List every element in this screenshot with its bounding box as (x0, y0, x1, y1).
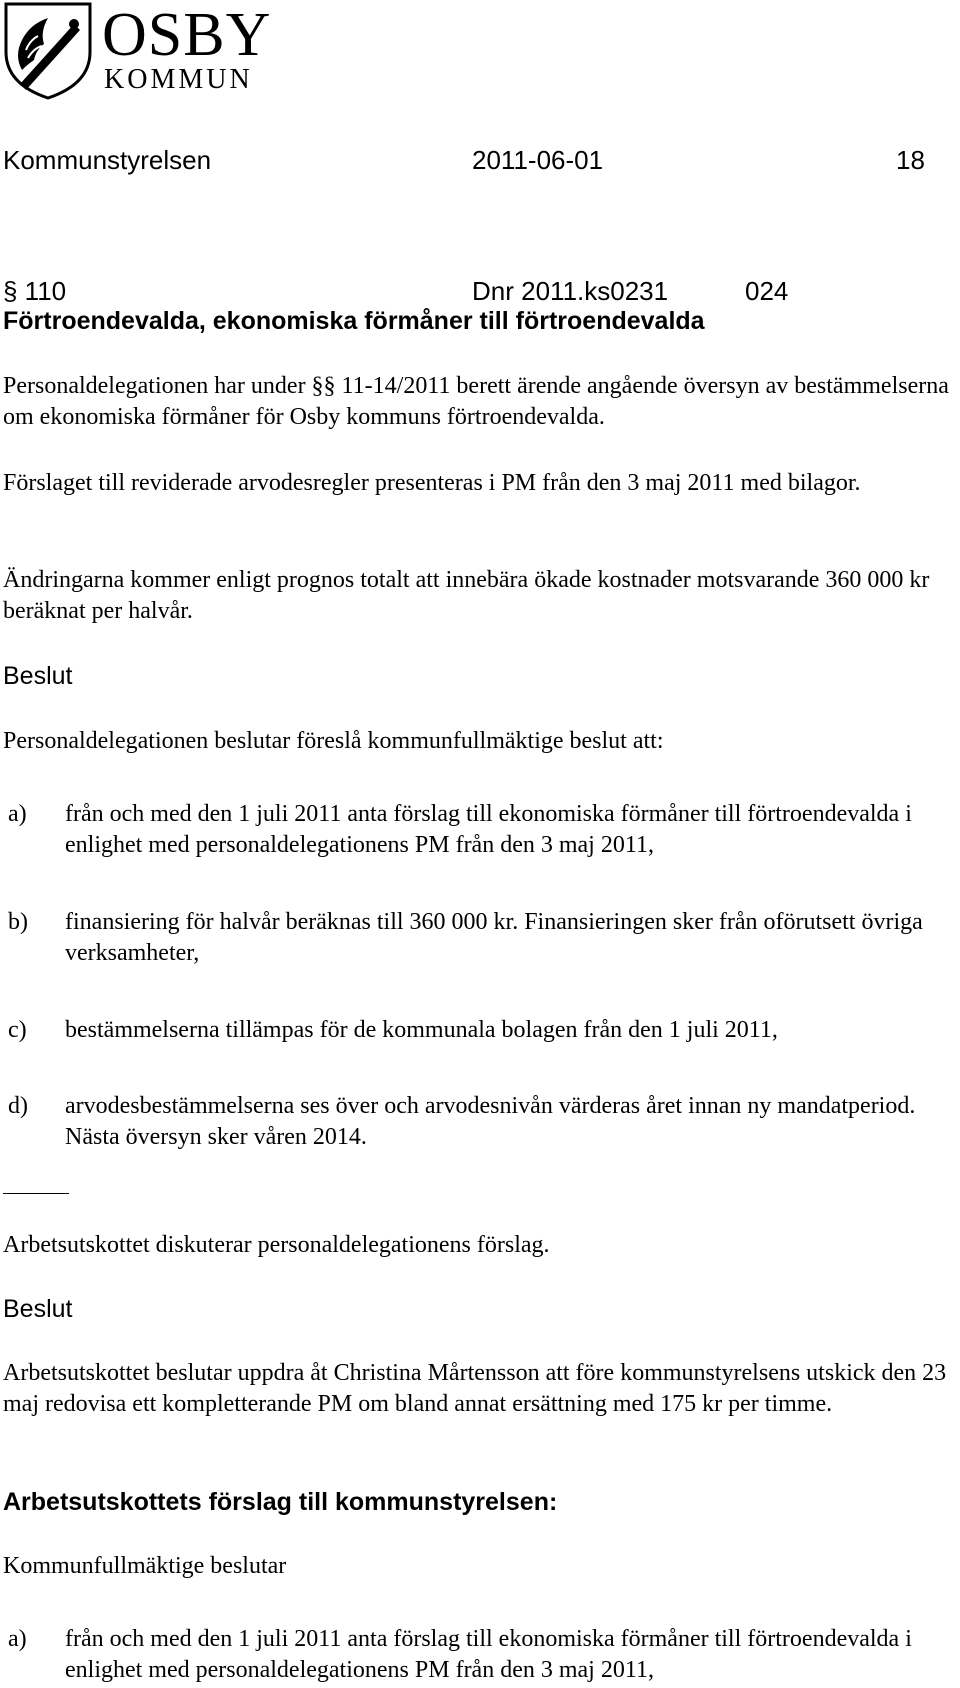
beslut2-text: Arbetsutskottet beslutar uppdra åt Christina Mårtensson att före kommunstyrelsens utskick den 23 maj redovisa ett kompletterande PM om bland annat ersättning med 175 kr per timme. (3, 1360, 947, 1417)
proposal-lead: Kommunfullmäktige beslutar (3, 1553, 287, 1579)
beslut-heading-2: Beslut (3, 1295, 73, 1323)
list-item-label: a) (8, 1626, 27, 1652)
intro-paragraph-2: Förslaget till reviderade arvodesregler presenteras i PM från den 3 maj 2011 med bilagor. (3, 470, 861, 496)
list-item (0, 799, 960, 863)
proposal-heading: Arbetsutskottets förslag till kommunstyrelsen: (3, 1488, 558, 1516)
list-item-text: bestämmelserna tillämpas för de kommunala bolagen från den 1 juli 2011, (65, 1017, 778, 1043)
coat-of-arms-icon (0, 0, 96, 100)
list-item-label: c) (8, 1017, 27, 1043)
page-number: 18 (896, 145, 925, 175)
list-item-label: b) (8, 909, 28, 935)
list-item (0, 907, 960, 971)
list-item (0, 1015, 960, 1047)
list-item (0, 1091, 960, 1155)
list-item-label: a) (8, 801, 27, 827)
case-dnr: Dnr 2011.ks0231 (472, 276, 669, 306)
header-date: 2011-06-01 (472, 145, 604, 175)
separator-line (3, 1193, 69, 1194)
discussion-text: Arbetsutskottet diskuterar personaldelegationens förslag. (3, 1232, 550, 1258)
list-item-text: finansiering för halvår beräknas till 360 000 kr. Finansieringen sker från oförutsett övriga verksamheter, (65, 909, 923, 966)
beslut-lead: Personaldelegationen beslutar föreslå kommunfullmäktige beslut att: (3, 728, 664, 754)
section-number: § 110 (3, 276, 67, 306)
osby-kommun-logo (0, 0, 290, 100)
logo-wordmark: OSBY (102, 1, 272, 69)
beslut-heading-1: Beslut (3, 662, 73, 690)
case-title: Förtroendevalda, ekonomiska förmåner till förtroendevalda (3, 307, 705, 335)
list-item (0, 1624, 960, 1688)
intro-paragraph-1: Personaldelegationen har under §§ 11-14/2011 berett ärende angående översyn av bestämmelserna om ekonomiska förmåner för Osby kommuns förtroendevalda. (3, 373, 949, 430)
list-item-text: från och med den 1 juli 2011 anta förslag till ekonomiska förmåner till förtroendevalda i enlighet med personaldelegationens PM från den 3 maj 2011, (65, 1626, 912, 1683)
list-item-text: från och med den 1 juli 2011 anta förslag till ekonomiska förmåner till förtroendevalda i enlighet med personaldelegationens PM från den 3 maj 2011, (65, 801, 912, 858)
logo-subtitle: KOMMUN (104, 64, 253, 95)
list-item-text: arvodesbestämmelserna ses över och arvodesnivån värderas året innan ny mandatperiod. Nästa översyn sker våren 2014. (65, 1093, 916, 1150)
header-org: Kommunstyrelsen (3, 145, 212, 175)
intro-paragraph-3: Ändringarna kommer enligt prognos totalt att innebära ökade kostnader motsvarande 360 000 kr beräknat per halvår. (3, 567, 930, 624)
list-item-label: d) (8, 1093, 28, 1119)
case-code: 024 (745, 276, 789, 306)
